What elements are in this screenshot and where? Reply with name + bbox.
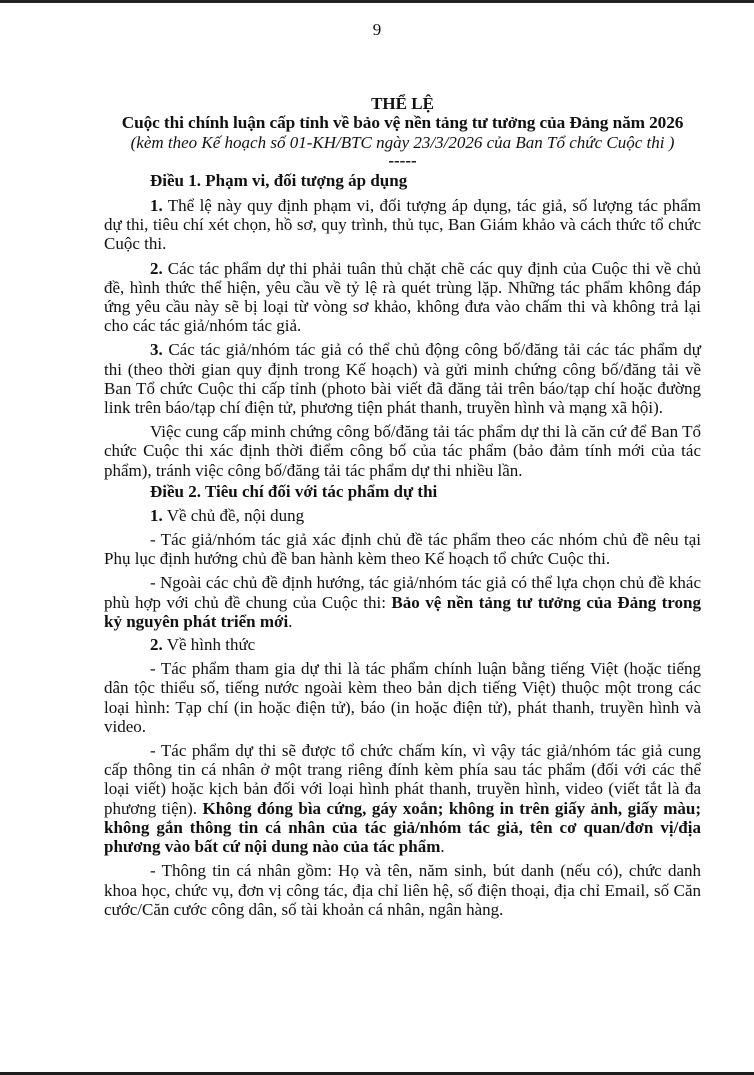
clause-text: Thể lệ này quy định phạm vi, đối tượng áp dụng, tác giả, số lượng tác phẩm dự thi, tiêu chí xét chọn, hồ sơ, quy trình, thủ tục, Ban Giám khảo và cách thức tổ chức Cuộc thi.	[104, 196, 701, 254]
section-number: 2.	[150, 635, 163, 655]
article-1-clause-3	[104, 340, 701, 417]
article-1-heading: Điều 1. Phạm vi, đối tượng áp dụng	[150, 171, 408, 190]
document-title: THỂ LỆ	[371, 94, 434, 113]
section-1-heading	[104, 506, 701, 525]
bullet-text: - Ngoài các chủ đề định hướng, tác giả/nhóm tác giả có thể lựa chọn chủ đề khác phù hợp với chủ đề chung của Cuộc thi:	[104, 573, 701, 612]
clause-number: 3.	[150, 340, 163, 360]
article-2-heading: Điều 2. Tiêu chí đối với tác phẩm dự thi	[150, 481, 438, 501]
section-title: Về chủ đề, nội dung	[162, 505, 305, 525]
bullet-end: .	[288, 611, 293, 631]
section-title: Về hình thức	[162, 635, 256, 655]
bullet-text: - Tác phẩm dự thi sẽ được tổ chức chấm kín, vì vậy tác giả/nhóm tác giả cung cấp thông tin cá nhân ở một trang riêng đính kèm phía sau tác phẩm (đối với các thể loại viết) hoặc kịch bản đối với loại hình phát thanh, truyền hình, video (viết tắt là đa phương tiện).	[104, 741, 701, 818]
separator: -----	[388, 151, 417, 170]
section-2-heading	[104, 635, 701, 654]
page-number: 9	[372, 20, 382, 39]
clause-number: 2.	[150, 258, 163, 278]
article-1-clause-2	[104, 259, 701, 336]
bullet-bold-text: Không đóng bìa cứng, gáy xoắn; không in trên giấy ảnh, giấy màu; không gắn thông tin cá nhân của tác giả/nhóm tác giả, tên cơ quan/đơn vị/địa phương vào bất cứ nội dung nào của tác phẩm	[104, 798, 702, 857]
article-1-paragraph: Việc cung cấp minh chứng công bố/đăng tải tác phẩm dự thi là căn cứ để Ban Tổ chức Cuộc thi xác định thời điểm công bố của tác phẩm (bảo đảm tính mới của tác phẩm), tránh việc công bố/đăng tải tác phẩm dự thi nhiều lần.	[104, 422, 701, 480]
section-1-bullet-1: - Tác giả/nhóm tác giả xác định chủ đề tác phẩm theo các nhóm chủ đề nêu tại Phụ lục định hướng chủ đề ban hành kèm theo Kế hoạch tổ chức Cuộc thi.	[104, 530, 701, 569]
clause-text: Các tác giả/nhóm tác giả có thể chủ động công bố/đăng tải các tác phẩm dự thi (theo thời gian quy định trong Kế hoạch) và gửi minh chứng công bố/đăng tải về Ban Tổ chức Cuộc thi cấp tỉnh (photo bài viết đã đăng tải trên báo/tạp chí hoặc đường link trên báo/tạp chí điện tử, phương tiện phát thanh, truyền hình và mạng xã hội).	[104, 340, 701, 418]
section-number: 1.	[150, 505, 163, 525]
clause-text: Các tác phẩm dự thi phải tuân thủ chặt chẽ các quy định của Cuộc thi về chủ đề, hình thức thể hiện, yêu cầu về tỷ lệ rà quét trùng lặp. Những tác phẩm không đáp ứng yêu cầu này sẽ bị loại từ vòng sơ khảo, không đưa vào chấm thi và không trả lại cho các tác giả/nhóm tác giả.	[104, 258, 701, 336]
document-body	[104, 94, 701, 919]
top-border	[0, 0, 754, 3]
document-subtitle: Cuộc thi chính luận cấp tỉnh về bảo vệ nền tảng tư tưởng của Đảng năm 2026	[121, 113, 684, 132]
section-2-bullet-3: - Thông tin cá nhân gồm: Họ và tên, năm sinh, bút danh (nếu có), chức danh khoa học, chức vụ, đơn vị công tác, địa chỉ liên hệ, số điện thoại, địa chỉ Email, số Căn cước/Căn cước công dân, số tài khoản cá nhân, ngân hàng.	[104, 861, 701, 919]
bullet-bold-text: Bảo vệ nền tảng tư tưởng của Đảng trong kỷ nguyên phát triển mới	[104, 592, 701, 631]
article-1-clause-1	[104, 196, 701, 254]
document-note: (kèm theo Kế hoạch số 01-KH/BTC ngày 23/3/2026 của Ban Tổ chức Cuộc thi )	[130, 133, 675, 152]
section-2-bullet-2	[104, 741, 701, 856]
section-2-bullet-1: - Tác phẩm tham gia dự thi là tác phẩm chính luận bằng tiếng Việt (hoặc tiếng dân tộc thiểu số, tiếng nước ngoài kèm theo bản dịch tiếng Việt) thuộc một trong các loại hình: Tạp chí (in hoặc điện tử), báo (in hoặc điện tử), phát thanh, truyền hình và video.	[104, 659, 701, 736]
clause-number: 1.	[150, 196, 163, 215]
bullet-end: .	[440, 837, 445, 857]
section-1-bullet-2	[104, 573, 701, 631]
